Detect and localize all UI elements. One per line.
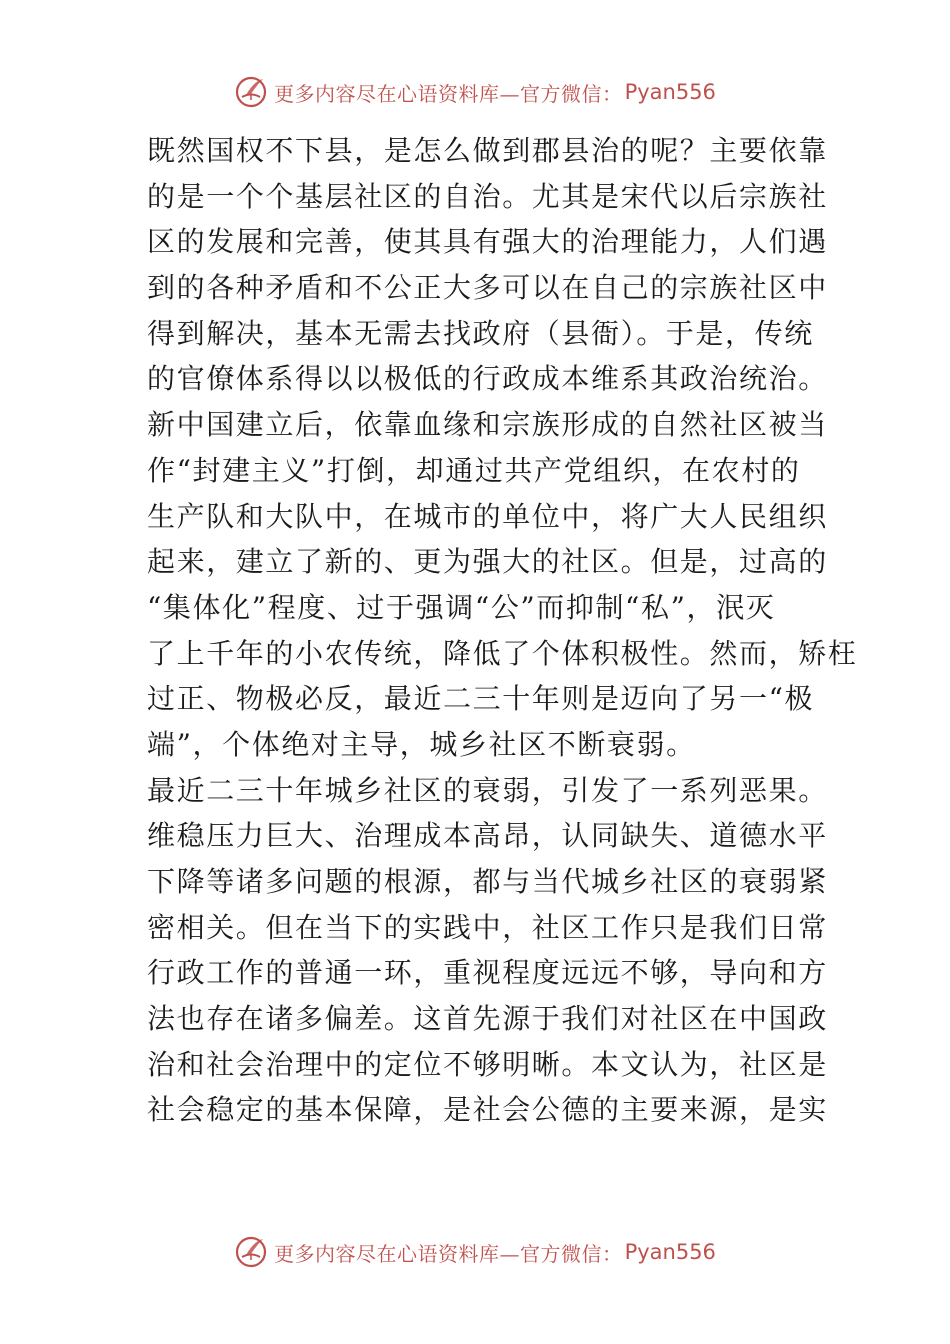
text-line: 作“封建主义”打倒，却通过共产党组织，在农村的: [147, 453, 801, 487]
text-line: 生产队和大队中，在城市的单位中，将广大人民组织: [147, 499, 828, 533]
text-line: 了上千年的小农传统，降低了个体积极性。然而，矫枉: [147, 636, 858, 670]
text-line: 密相关。但在当下的实践中，社区工作只是我们日常: [147, 910, 828, 944]
text-line: 既然国权不下县，是怎么做到郡县治的呢？主要依靠: [147, 134, 828, 167]
text-line: 区的发展和完善，使其具有强大的治理能力，人们遇: [147, 225, 828, 259]
text-line: 治和社会治理中的定位不够明晰。本文认为，社区是: [147, 1047, 828, 1081]
banner-text: 更多内容尽在心语资料库—官方微信：: [274, 81, 623, 106]
text-line: 端”，个体绝对主导，城乡社区不断衰弱。: [147, 727, 696, 761]
text-line: 到的各种矛盾和不公正大多可以在自己的宗族社区中: [147, 271, 828, 305]
text-line: 的官僚体系得以以极低的行政成本维系其政治统治。: [147, 362, 828, 396]
text-line: 的是一个个基层社区的自治。尤其是宋代以后宗族社: [147, 179, 828, 213]
text-line: 维稳压力巨大、治理成本高昂，认同缺失、道德水平: [147, 819, 828, 853]
text-line: 起来，建立了新的、更为强大的社区。但是，过高的: [147, 545, 828, 579]
text-line: 行政工作的普通一环，重视程度远远不够，导向和方: [147, 956, 828, 990]
text-line: 最近二三十年城乡社区的衰弱，引发了一系列恶果。: [147, 773, 828, 807]
text-line: 新中国建立后，依靠血缘和宗族形成的自然社区被当: [147, 408, 828, 442]
document-body: [147, 128, 858, 1133]
header-banner: [0, 72, 950, 112]
text-line: “集体化”程度、过于强调“公”而抑制“私”，泯灭: [147, 590, 776, 624]
text-line: 法也存在诸多偏差。这首先源于我们对社区在中国政: [147, 1002, 828, 1036]
text-line: 社会稳定的基本保障，是社会公德的主要来源，是实: [147, 1093, 828, 1127]
text-line: 过正、物极必反，最近二三十年则是迈向了另一“极: [147, 682, 815, 716]
book-feather-icon: [234, 1235, 268, 1269]
wechat-id: Pyan556: [624, 80, 716, 104]
wechat-id: Pyan556: [624, 1240, 716, 1264]
text-line: 下降等诸多问题的根源，都与当代城乡社区的衰弱紧: [147, 865, 828, 898]
footer-banner: [0, 1232, 950, 1272]
text-line: 得到解决，基本无需去找政府（县衙）。于是，传统: [147, 316, 814, 350]
banner-text: 更多内容尽在心语资料库—官方微信：: [274, 1241, 623, 1266]
book-feather-icon: [234, 75, 268, 109]
